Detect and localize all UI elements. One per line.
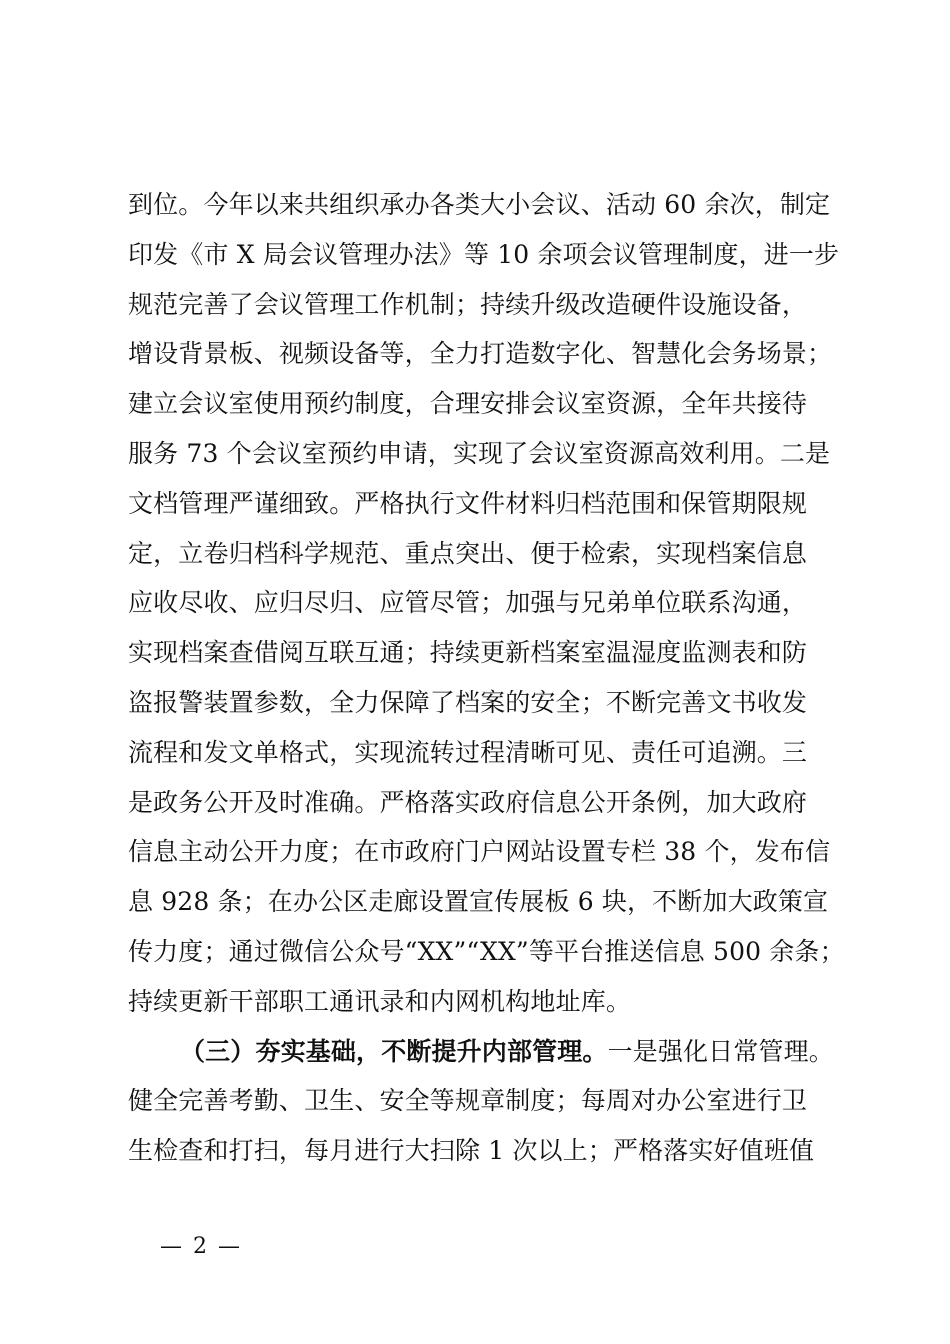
text-line: 文档管理严谨细致。严格执行文件材料归档范围和保管期限规 bbox=[128, 488, 808, 518]
text-line: 到位。今年以来共组织承办各类大小会议、活动 60 余次，制定 bbox=[128, 190, 831, 219]
text-line: 生检查和打扫，每月进行大扫除 1 次以上；严格落实好值班值 bbox=[128, 1136, 815, 1166]
text-line: 息 928 条；在办公区走廊设置宣传展板 6 块，不断加大政策宣 bbox=[128, 887, 829, 917]
text-line: 健全完善考勤、卫生、安全等规章制度；每周对办公室进行卫 bbox=[128, 1086, 808, 1116]
text-line: 应收尽收、应归尽归、应管尽管；加强与兄弟单位联系沟通， bbox=[128, 588, 808, 618]
text-line: 建立会议室使用预约制度，合理安排会议室资源，全年共接待 bbox=[128, 389, 808, 419]
text-line: 盗报警装置参数，全力保障了档案的安全；不断完善文书收发 bbox=[128, 687, 808, 717]
body-text bbox=[128, 180, 858, 1176]
section-heading: （三）夯实基础，不断提升内部管理。 bbox=[180, 1036, 608, 1066]
text-line: 持续更新干部职工通讯录和内网机构地址库。 bbox=[128, 986, 632, 1016]
text-line: 流程和发文单格式，实现流转过程清晰可见、责任可追溯。三 bbox=[128, 737, 808, 767]
text-line: 是政务公开及时准确。严格落实政府信息公开条例，加大政府 bbox=[128, 787, 808, 817]
text-line: 传力度；通过微信公众号“XX”“XX”等平台推送信息 500 余条； bbox=[128, 936, 845, 966]
text-line: 增设背景板、视频设备等，全力打造数字化、智慧化会务场景； bbox=[128, 339, 833, 369]
text-line: 服务 73 个会议室预约申请，实现了会议室资源高效利用。二是 bbox=[128, 438, 831, 468]
section-heading-line bbox=[128, 1027, 858, 1077]
page-number: — 2 — bbox=[160, 1234, 242, 1259]
text-line: 信息主动公开力度；在市政府门户网站设置专栏 38 个，发布信 bbox=[128, 837, 831, 867]
text-line: 印发《市 X 局会议管理办法》等 10 余项会议管理制度，进一步 bbox=[128, 239, 840, 269]
section-lead: 一是强化日常管理。 bbox=[607, 1036, 834, 1066]
text-line: 规范完善了会议管理工作机制；持续升级改造硬件设施设备， bbox=[128, 289, 808, 319]
text-line: 实现档案查借阅互联互通；持续更新档案室温湿度监测表和防 bbox=[128, 638, 808, 668]
text-line: 定，立卷归档科学规范、重点突出、便于检索，实现档案信息 bbox=[128, 538, 808, 568]
